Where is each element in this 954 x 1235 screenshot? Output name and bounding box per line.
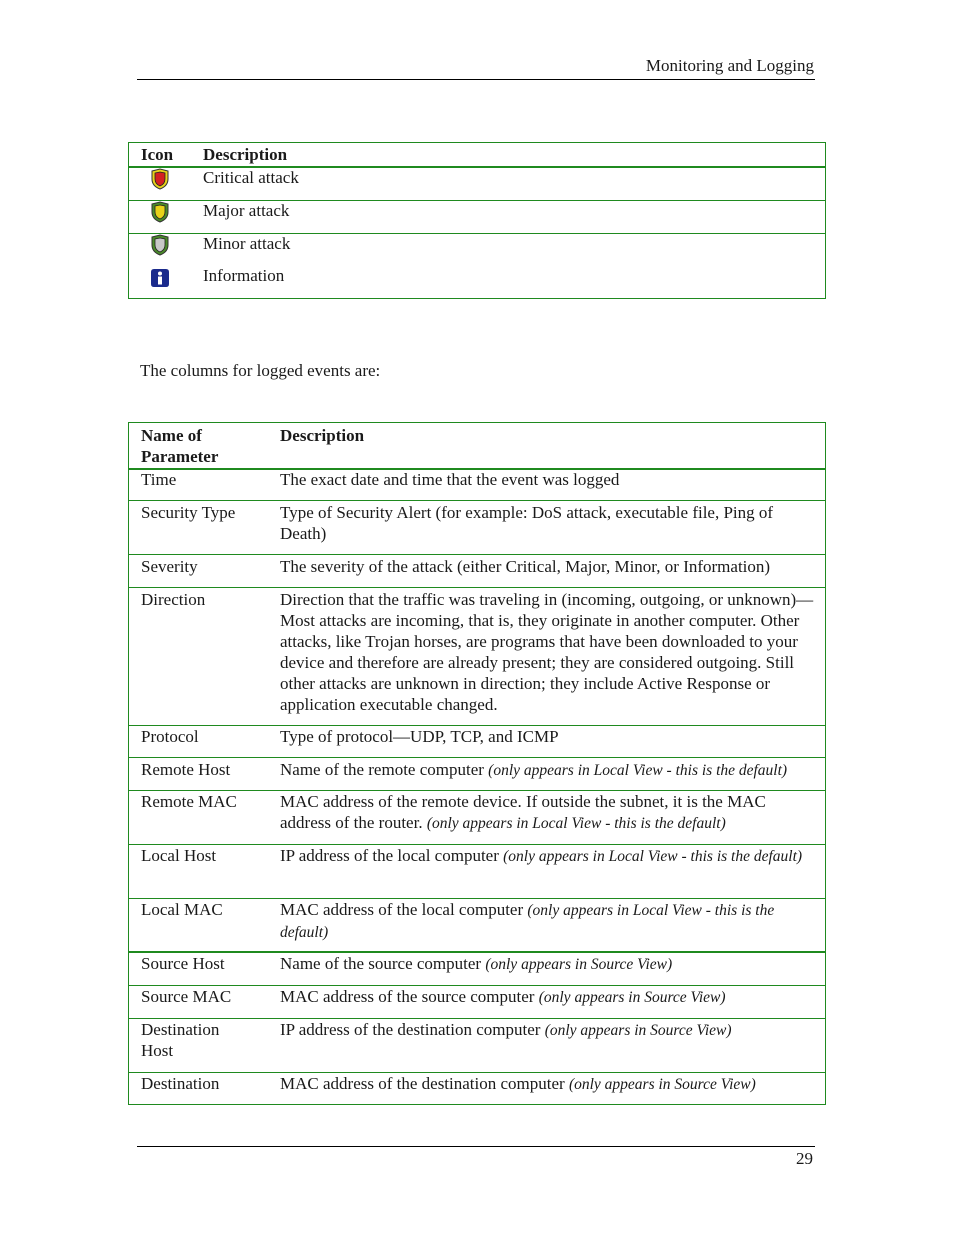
description-note: (only appears in Local View - this is the default) [503,848,803,865]
parameter-name: Severity [141,557,198,576]
description-text: MAC address of the source computer [280,987,535,1006]
name-column-header: Name of Parameter [141,426,219,466]
parameter-description [280,502,815,544]
row-divider [129,554,825,555]
parameter-name: Remote MAC [141,792,237,811]
table-row-label: Critical attack [203,168,299,187]
parameter-name: Time [141,470,177,489]
page-header-title: Monitoring and Logging [645,56,814,75]
description-text: Direction that the traffic was traveling in (incoming, outgoing, or unknown)—Most attacks are incoming, that is, they originate in another computer. Other attacks, like Trojan horses, are programs that have been downloaded to your device and therefore are already present; they are considered outgoing. Still other attacks are unknown in direction; they include Active Response or application executable changed. [280,590,814,714]
description-note: (only appears in Source View) [485,956,673,973]
parameter-name: Local MAC [141,900,223,919]
icon-column-header: Icon [141,145,174,164]
parameter-name: Source MAC [141,987,232,1006]
description-note: (only appears in Source View) [544,1022,732,1039]
description-text: The exact date and time that the event was logged [280,470,620,489]
parameter-name: Source Host [141,954,225,973]
parameter-name: Direction [141,590,206,609]
footer-divider [137,1146,815,1147]
parameter-name: Destination Host [141,1020,220,1060]
row-divider [129,587,825,588]
parameter-description [280,589,815,715]
description-text: MAC address of the destination computer [280,1074,565,1093]
description-note: (only appears in Local View - this is the default) [426,815,726,832]
parameter-description [280,986,815,1008]
parameter-description [280,791,815,834]
log-columns-table [128,422,826,1105]
table-row-label: Information [203,266,285,285]
parameter-description [280,953,815,975]
row-divider [129,500,825,501]
parameter-description [280,899,815,943]
table-row-label: Minor attack [203,234,291,253]
shield-gray-icon [149,234,171,256]
row-divider [129,757,825,758]
description-text: Type of protocol—UDP, TCP, and ICMP [280,727,559,746]
intro-text: The columns for logged events are: [140,361,381,380]
parameter-description [280,469,815,490]
header-divider [137,79,815,80]
description-column-header: Description [203,145,288,164]
description-note: (only appears in Source View) [568,1076,756,1093]
description-text: Name of the source computer [280,954,482,973]
parameter-name: Destination [141,1074,220,1093]
description-text: The severity of the attack (either Critical, Major, Minor, or Information) [280,557,771,576]
description-text: MAC address of the local computer [280,900,524,919]
description-text: Type of Security Alert (for example: DoS attack, executable file, Ping of Death) [280,503,774,543]
table-row-label: Major attack [203,201,290,220]
page-number: 29 [796,1149,813,1168]
severity-icon-table [128,142,826,299]
shield-red-icon [149,168,171,190]
description-note: (only appears in Local View - this is the default) [280,902,775,941]
parameter-description [280,1073,815,1095]
description-text: Name of the remote computer [280,760,484,779]
parameter-description [280,1019,815,1041]
parameter-name: Remote Host [141,760,231,779]
parameter-description [280,556,815,577]
parameter-description [280,845,815,867]
parameter-description [280,759,815,781]
description-text: IP address of the local computer [280,846,499,865]
description-note: (only appears in Source View) [538,989,726,1006]
parameter-description [280,726,815,747]
parameter-name: Security Type [141,503,236,522]
description-text: IP address of the destination computer [280,1020,541,1039]
description-text: MAC address of the remote device. If outside the subnet, it is the MAC address of the router. [280,792,766,832]
shield-yellow-icon [149,201,171,223]
parameter-name: Local Host [141,846,217,865]
parameter-name: Protocol [141,727,199,746]
description-note: (only appears in Local View - this is the default) [488,762,788,779]
info-icon [149,267,171,289]
description-column-header: Description [280,426,365,445]
